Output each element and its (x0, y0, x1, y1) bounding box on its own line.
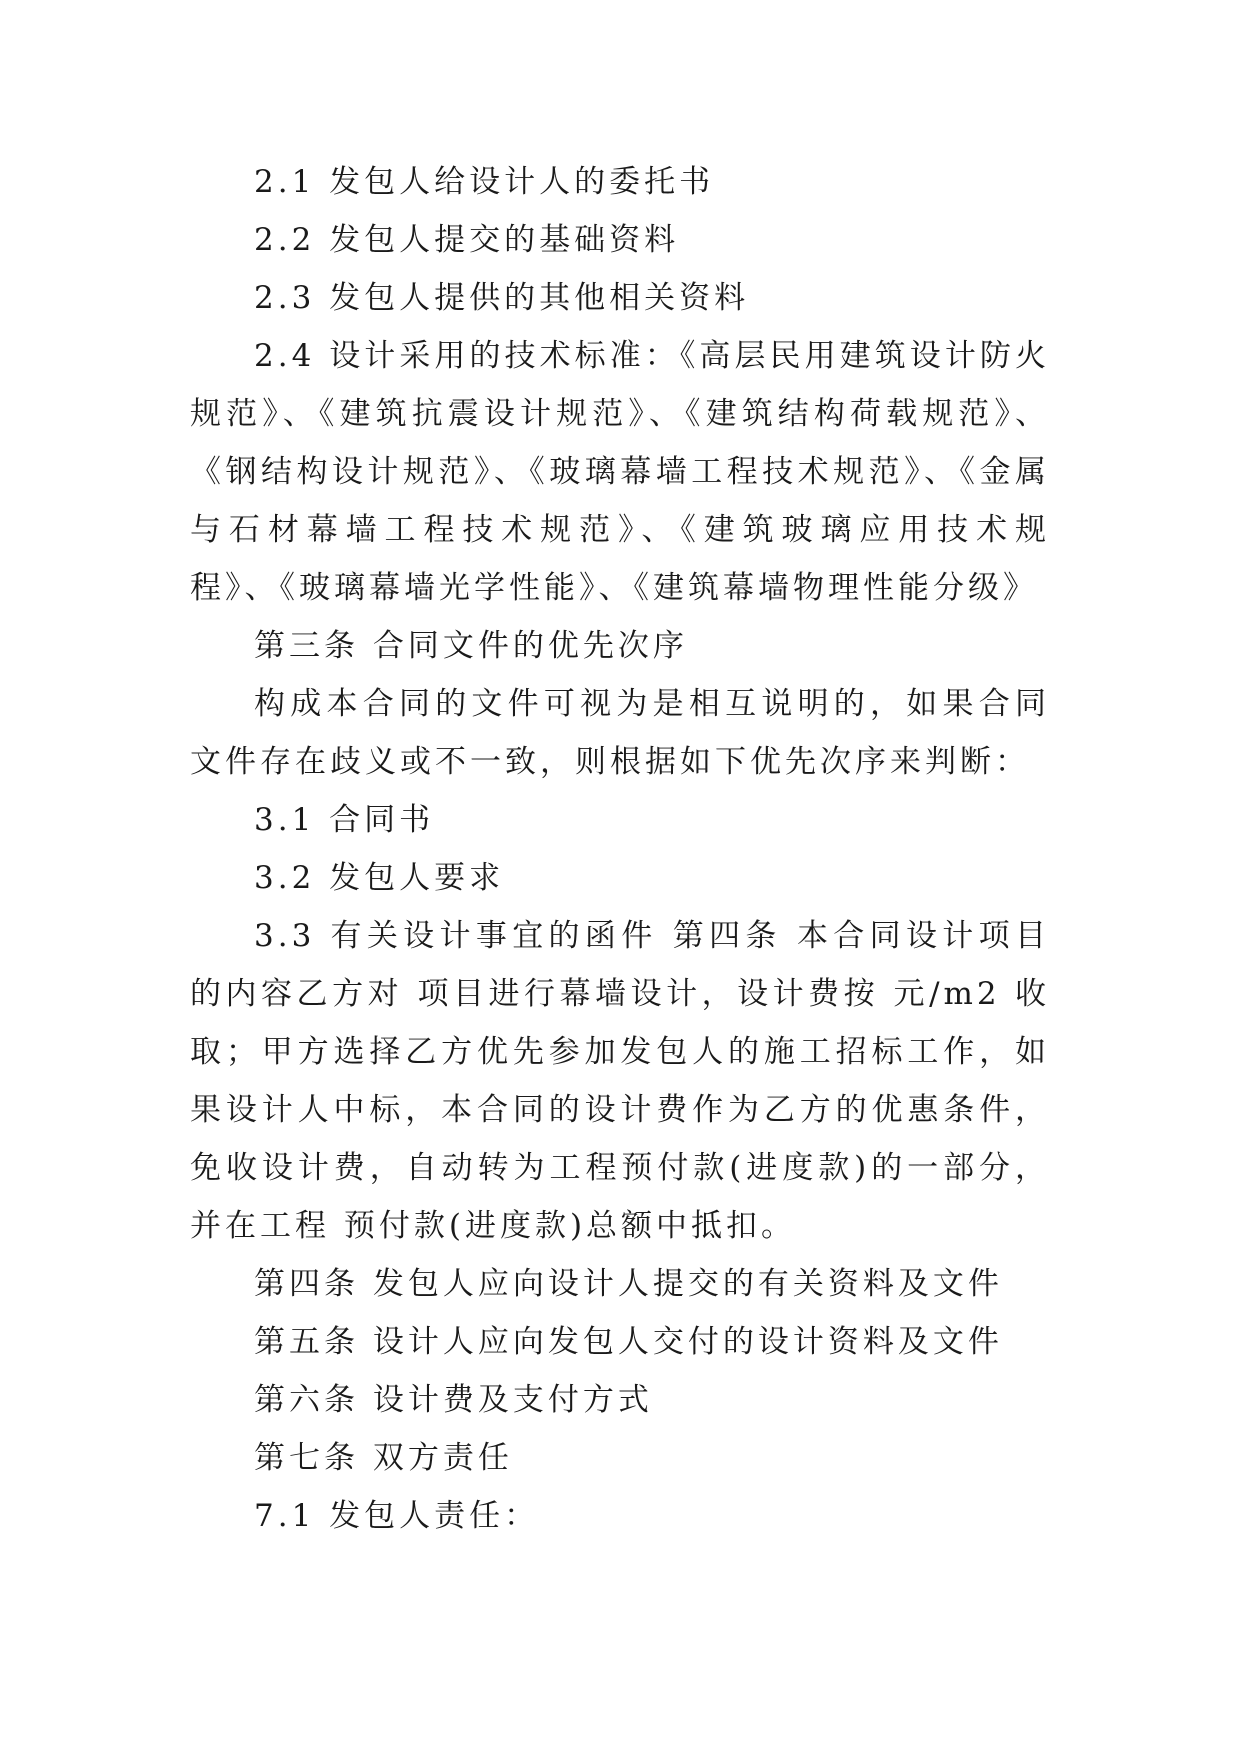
section-heading: 第六条 设计费及支付方式 (254, 1382, 653, 1418)
section-heading: 第三条 合同文件的优先次序 (254, 628, 688, 664)
paragraph: 2.3 发包人提供的其他相关资料 (254, 280, 750, 316)
paragraph: 2.1 发包人给设计人的委托书 (254, 164, 715, 200)
paragraph: 7.1 发包人责任： (254, 1498, 540, 1534)
paragraph: 2.4 设计采用的技术标准：《高层民用建筑设计防火规范》、《建筑抗震设计规范》、《建筑结构荷载规范》、《钢结构设计规范》、《玻璃幕墙工程技术规范》、《金属与石材幕墙工程技术规范》、《建筑玻璃应用技术规程》、《玻璃幕墙光学性能》、《建筑幕墙物理性能分级》 (190, 338, 1050, 606)
section-heading: 第四条 发包人应向设计人提交的有关资料及文件 (254, 1266, 1003, 1302)
paragraph: 2.2 发包人提交的基础资料 (254, 222, 680, 258)
section-heading: 第七条 双方责任 (254, 1440, 513, 1476)
document-body (190, 153, 1050, 1545)
paragraph: 构成本合同的文件可视为是相互说明的，如果合同文件存在歧义或不一致，则根据如下优先次序来判断： (190, 686, 1050, 780)
section-heading: 第五条 设计人应向发包人交付的设计资料及文件 (254, 1324, 1003, 1360)
paragraph: 3.3 有关设计事宜的函件 第四条 本合同设计项目的内容乙方对 项目进行幕墙设计，设计费按 元/m2 收取；甲方选择乙方优先参加发包人的施工招标工作，如果设计人中标，本合同的设计费作为乙方的优惠条件，免收设计费，自动转为工程预付款(进度款)的一部分，并在工程 预付款(进度款)总额中抵扣。 (190, 918, 1050, 1244)
paragraph: 3.2 发包人要求 (254, 860, 505, 896)
paragraph: 3.1 合同书 (254, 802, 435, 838)
